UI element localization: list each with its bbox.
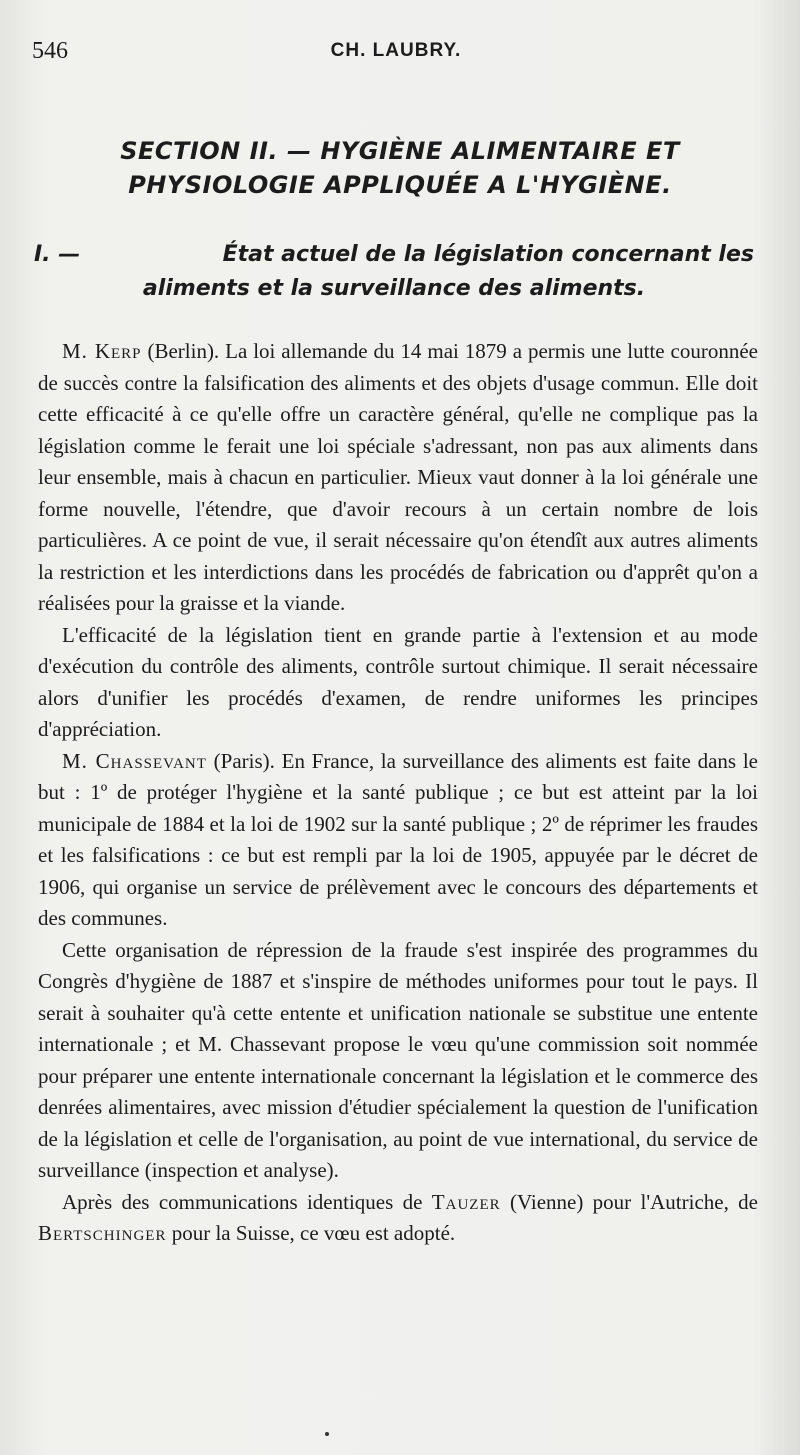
paragraph-text: (Berlin). La loi allemande du 14 mai 1879 a permis une lutte couronnée de succès contre la falsification des aliments et des objets d'usage commun. Elle doit cette efficacité à ce qu'elle offre un caractère général, qu'elle ne complique pas la législation comme le ferait une loi spéciale s'adressant, non pas aux aliments dans leur ensemble, mais à chacun en particulier. Mieux vaut donner à la loi générale une forme nouvelle, l'étendre, que d'avoir recours à un certain nombre de lois particulières. A ce point de vue, il serait nécessaire qu'on étendît aux autres aliments la restriction et les interdictions dans les procédés de fabrication ou d'apprêt qu'on a réalisées pour la graisse et la viande. [38, 339, 758, 615]
subsection-title-line1: État actuel de la législation concernant les [222, 242, 754, 267]
paragraph-efficacite [38, 620, 758, 746]
paragraph-text: (Vienne) pour l'Autriche, de [500, 1189, 758, 1214]
person-name: Tauzer [431, 1189, 501, 1214]
subsection-number: I. — [34, 242, 81, 267]
paragraph-kerp [38, 336, 758, 620]
section-title: SECTION II. — HYGIÈNE ALIMENTAIRE ET PHYSIOLOGIE APPLIQUÉE A L'HYGIÈNE. [120, 137, 680, 199]
paragraph-text: Après des communications identiques de [62, 1189, 432, 1214]
running-head: CH. LAUBRY. [330, 40, 462, 61]
paragraph-conclusion [38, 1187, 758, 1250]
speaker-name: M. Chassevant [62, 748, 207, 773]
paragraph-text: pour la Suisse, ce vœu est adopté. [166, 1221, 456, 1245]
body-text [38, 336, 758, 1250]
page-header [32, 38, 760, 68]
person-name: Bertschinger [38, 1221, 167, 1245]
paragraph-organisation [38, 935, 758, 1187]
paragraph-text: L'efficacité de la législation tient en grande partie à l'extension et au mode d'exécution du contrôle des aliments, contrôle surtout chimique. Il serait nécessaire alors d'unifier les procédés d'examen, de rendre uniformes les principes d'appréciation. [38, 622, 758, 741]
speaker-name: M. Kerp [62, 339, 142, 363]
subsection-heading [34, 238, 754, 306]
print-mark [325, 1432, 329, 1436]
paragraph-chassevant [38, 746, 758, 935]
paragraph-text: (Paris). En France, la surveillance des aliments est faite dans le but : 1º de protéger l'hygiène et la santé publique ; ce but est atteint par la loi municipale de 1884 et la loi de 1902 sur la santé publique ; 2º de réprimer les fraudes et les falsifications : ce but est rempli par la loi de 1905, appuyée par le décret de 1906, qui organise un service de prélèvement avec le concours des départements et des communes. [38, 748, 758, 930]
paragraph-text: Cette organisation de répression de la fraude s'est inspirée des programmes du Congrès d'hygiène de 1887 et s'inspire de méthodes uniformes pour tout le pays. Il serait à souhaiter qu'à cette entente et unification nationale se substitue une entente internationale ; et M. Chassevant propose le vœu qu'une commission soit nommée pour préparer une entente internationale concernant la législation et le commerce des denrées alimentaires, avec mission d'étudier spécialement la question de l'unification de la législation et celle de l'organisation, au point de vue international, du service de surveillance (inspection et analyse). [38, 937, 758, 1182]
subsection-title-line2: aliments et la surveillance des aliments. [142, 276, 646, 301]
page-number: 546 [32, 38, 68, 64]
